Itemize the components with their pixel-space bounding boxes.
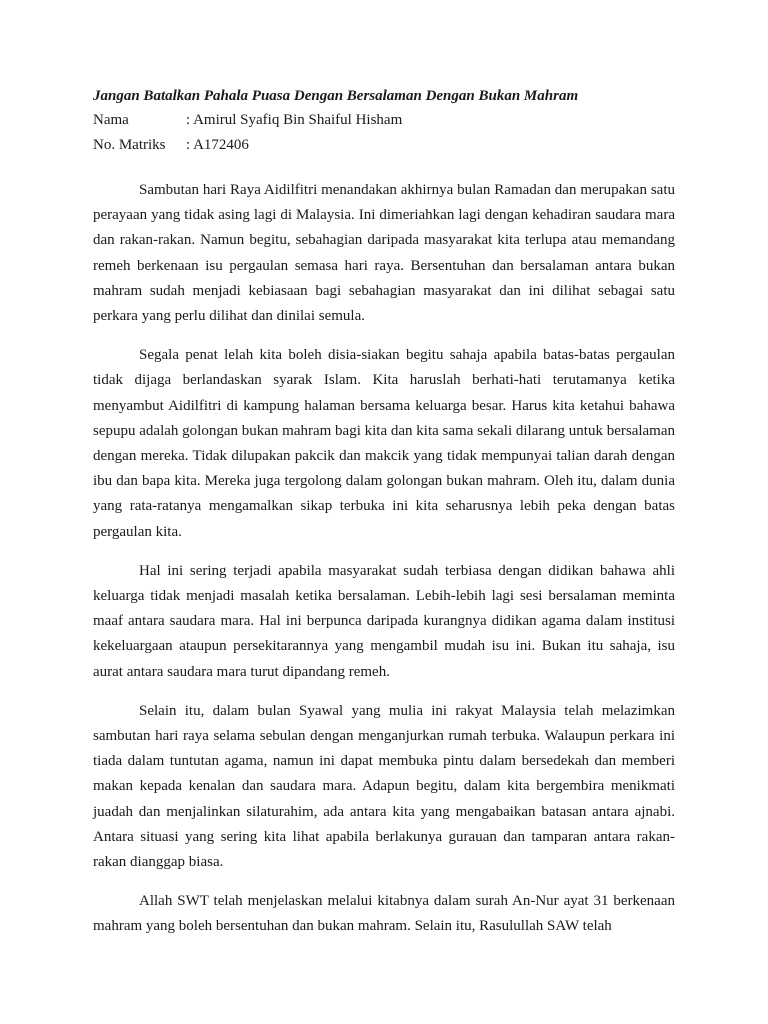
meta-row-matric [93,133,675,158]
meta-row-name [93,108,675,133]
document-title: Jangan Batalkan Pahala Puasa Dengan Bersalaman Dengan Bukan Mahram [93,88,579,104]
paragraph-5: Allah SWT telah menjelaskan melalui kitabnya dalam surah An-Nur ayat 31 berkenaan mahram yang boleh bersentuhan dan bukan mahram. Selain itu, Rasulullah SAW telah [93,893,675,935]
document-page [93,84,675,954]
paragraph-2: Segala penat lelah kita boleh disia-siakan begitu sahaja apabila batas-batas pergaulan tidak dijaga berlandaskan syarak Islam. Kita haruslah berhati-hati terutamanya ketika menyambut Aidilfitri di kampung halaman bersama keluarga besar. Harus kita ketahui bahawa sepupu adalah golongan bukan mahram bagi kita dan kita sama sekali dilarang untuk bersalaman dengan mereka. Tidak dilupakan pakcik dan makcik yang tidak mempunyai talian darah dengan ibu dan bapa kita. Mereka juga tergolong dalam golongan bukan mahram. Oleh itu, dalam dunia yang rata-ratanya mengamalkan sikap terbuka ini kita seharusnya lebih peka dengan batas pergaulan kita. [93,347,675,540]
document-body [93,178,675,940]
name-value: : Amirul Syafiq Bin Shaiful Hisham [186,112,403,128]
name-label: Nama [93,112,129,128]
author-info [93,108,675,158]
matric-label: No. Matriks [93,137,166,153]
paragraph-4: Selain itu, dalam bulan Syawal yang mulia ini rakyat Malaysia telah melazimkan sambutan hari raya selama sebulan dengan menganjurkan rumah terbuka. Walaupun perkara ini tiada dalam tuntutan agama, namun ini dapat membuka pintu dalam bersedekah dan memberi makan kepada kenalan dan saudara mara. Adapun begitu, dalam kita bergembira menikmati juadah dan menjalinkan silaturahim, ada antara kita yang mengabaikan batasan antara ajnabi. Antara situasi yang sering kita lihat apabila berlakunya gurauan dan tamparan antara rakan-rakan dianggap biasa. [93,702,675,871]
matric-value: : A172406 [186,137,249,153]
paragraph-3: Hal ini sering terjadi apabila masyarakat sudah terbiasa dengan didikan bahawa ahli keluarga tidak menjadi masalah ketika bersalaman. Lebih-lebih lagi sesi bersalaman meminta maaf antara saudara mara. Hal ini berpunca daripada kurangnya didikan agama dalam institusi kekeluargaan ataupun persekitarannya yang mengambil mudah isu ini. Bukan itu sahaja, isu aurat antara saudara mara turut dipandang remeh. [93,562,675,680]
paragraph-1: Sambutan hari Raya Aidilfitri menandakan akhirnya bulan Ramadan dan merupakan satu perayaan yang tidak asing lagi di Malaysia. Ini dimeriahkan lagi dengan kehadiran saudara mara dan rakan-rakan. Namun begitu, sebahagian daripada masyarakat kita terlupa atau memandang remeh berkenaan isu pergaulan semasa hari raya. Bersentuhan dan bersalaman antara bukan mahram sudah menjadi kebiasaan bagi sebahagian masyarakat dan ini dilihat sebagai satu perkara yang perlu dilihat dan dinilai semula. [93,182,675,325]
